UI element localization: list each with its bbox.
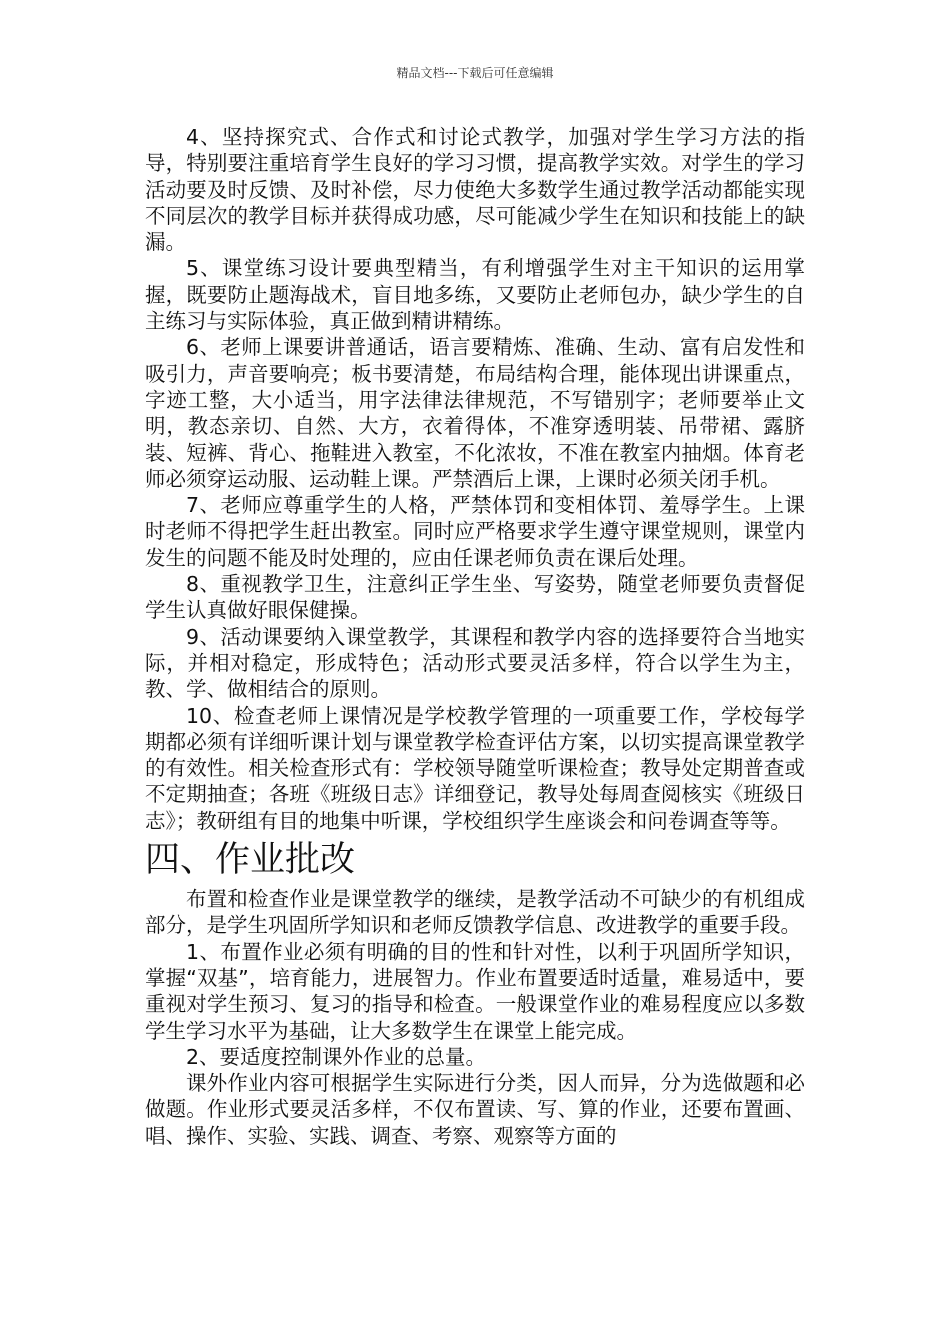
- paragraph-item-10: 10、检查老师上课情况是学校教学管理的一项重要工作，学校每学期都必须有详细听课计划与课堂教学检查评估方案，以切实提高课堂教学的有效性。相关检查形式有：学校领导随堂听课检查；教导处定期普查或不定期抽查；各班《班级日志》详细登记，教导处每周查阅核实《班级日志》；教研组有目的地集中听课，学校组织学生座谈会和问卷调查等等。: [145, 703, 805, 833]
- section-heading: 四、作业批改: [145, 840, 356, 881]
- paragraph-item-9: 9、活动课要纳入课堂教学，其课程和教学内容的选择要符合当地实际，并相对稳定，形成特色；活动形式要灵活多样，符合以学生为主，教、学、做相结合的原则。: [145, 624, 805, 702]
- section-paragraph-item-2: 2、要适度控制课外作业的总量。: [186, 1044, 487, 1069]
- document-body: [145, 124, 805, 1149]
- paragraph-item-5: 5、课堂练习设计要典型精当，有利增强学生对主干知识的运用掌握，既要防止题海战术，盲目地多练，又要防止老师包办，缺少学生的自主练习与实际体验，真正做到精讲精练。: [145, 256, 805, 334]
- paragraph-item-4: 4、坚持探究式、合作式和讨论式教学，加强对学生学习方法的指导，特别要注重培育学生良好的学习习惯，提高教学实效。对学生的学习活动要及时反馈、及时补偿，尽力使绝大多数学生通过教学活动都能实现不同层次的教学目标并获得成功感，尽可能减少学生在知识和技能上的缺漏。: [145, 125, 805, 255]
- section-paragraph-continued: 课外作业内容可根据学生实际进行分类，因人而异，分为选做题和必做题。作业形式要灵活多样，不仅布置读、写、算的作业，还要布置画、唱、操作、实验、实践、调查、考察、观察等方面的: [145, 1071, 805, 1148]
- paragraph-item-6: 6、老师上课要讲普通话，语言要精炼、准确、生动、富有启发性和吸引力，声音要响亮；板书要清楚，布局结构合理，能体现出讲课重点，字迹工整，大小适当，用字法律法律规范，不写错别字；老师要举止文明，教态亲切、自然、大方，衣着得体，不准穿透明装、吊带裙、露脐装、短裤、背心、拖鞋进入教室，不化浓妆，不准在教室内抽烟。体育老师必须穿运动服、运动鞋上课。严禁酒后上课，上课时必须关闭手机。: [145, 335, 805, 491]
- section-paragraph-item-1: 1、布置作业必须有明确的目的性和针对性，以利于巩固所学知识，掌握“双基”，培育能力，进展智力。作业布置要适时适量，难易适中，要重视对学生预习、复习的指导和检查。一般课堂作业的难易程度应以多数学生学习水平为基础，让大多数学生在课堂上能完成。: [145, 939, 805, 1043]
- paragraph-item-7: 7、老师应尊重学生的人格，严禁体罚和变相体罚、羞辱学生。上课时老师不得把学生赶出教室。同时应严格要求学生遵守课堂规则，课堂内发生的问题不能及时处理的，应由任课老师负责在课后处理。: [145, 493, 805, 570]
- page-header-note: 精品文档---下载后可任意编辑: [396, 66, 554, 80]
- section-intro-paragraph: 布置和检查作业是课堂教学的继续，是教学活动不可缺少的有机组成部分，是学生巩固所学知识和老师反馈教学信息、改进教学的重要手段。: [145, 887, 805, 938]
- paragraph-item-8: 8、重视教学卫生，注意纠正学生坐、写姿势，随堂老师要负责督促学生认真做好眼保健操。: [145, 572, 805, 623]
